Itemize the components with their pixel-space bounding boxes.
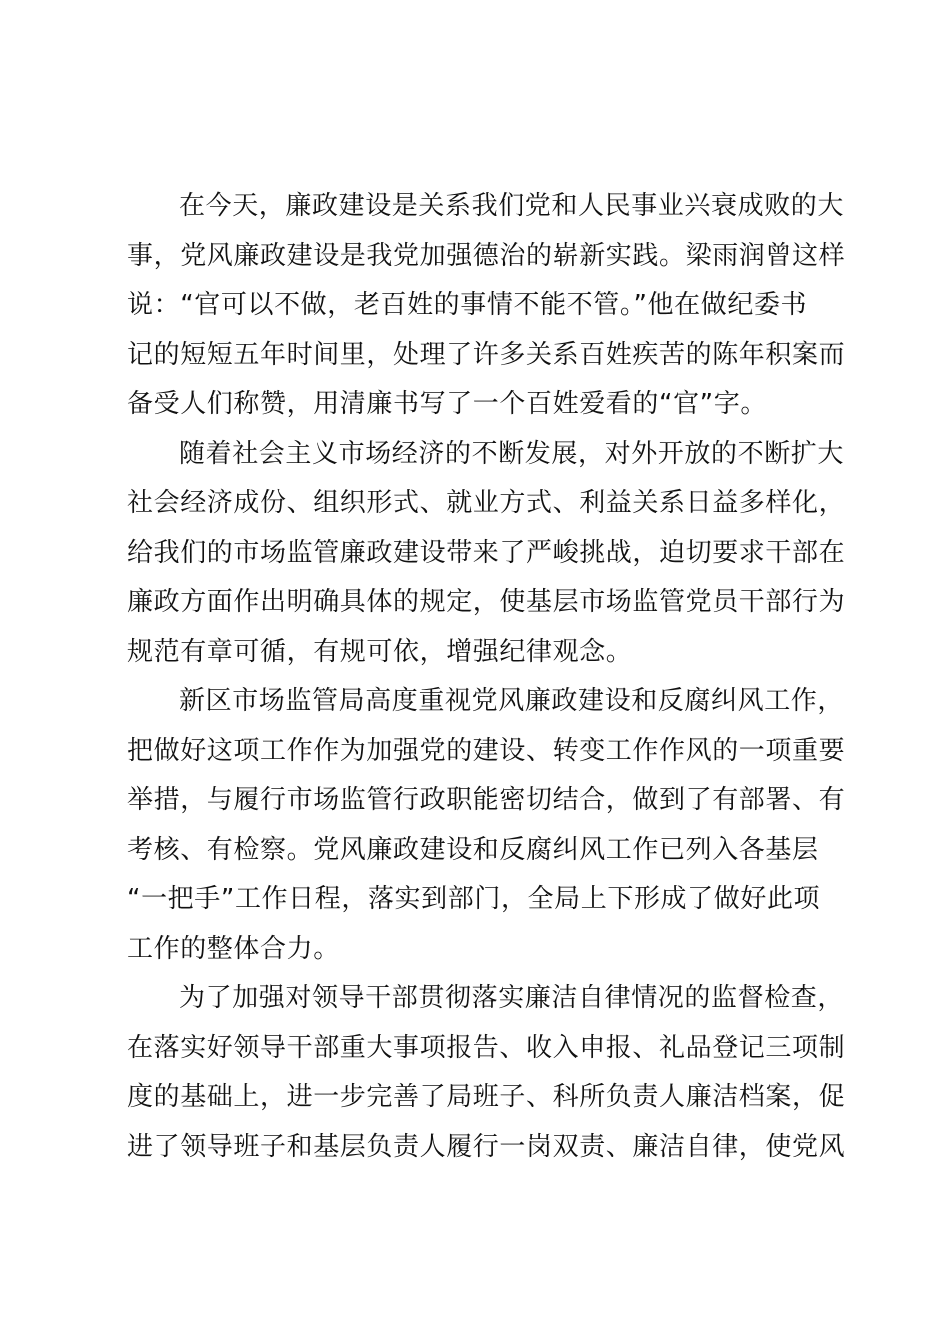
text-line: 考核、有检察。党风廉政建设和反腐纠风工作已列入各基层	[127, 834, 819, 865]
text-line: 在落实好领导干部重大事项报告、收入申报、礼品登记三项制	[127, 1032, 846, 1063]
text-line: 举措，与履行市场监管行政职能密切结合，做到了有部署、有	[127, 785, 846, 815]
text-line: 记的短短五年时间里，处理了许多关系百姓疾苦的陈年积案而	[127, 339, 846, 370]
paragraph	[127, 974, 846, 1172]
paragraph	[127, 182, 846, 430]
text-line: 说：“官可以不做，老百姓的事情不能不管。”他在做纪委书	[127, 290, 808, 320]
text-line: 备受人们称赞，用清廉书写了一个百姓爱看的“官”字。	[127, 389, 767, 419]
text-line: 廉政方面作出明确具体的规定，使基层市场监管党员干部行为	[127, 587, 846, 617]
text-line: 事，党风廉政建设是我党加强德治的崭新实践。梁雨润曾这样	[127, 240, 846, 271]
text-line: 把做好这项工作作为加强党的建设、转变工作作风的一项重要	[127, 735, 846, 766]
document-body	[127, 182, 846, 1172]
text-line: 进了领导班子和基层负责人履行一岗双责、廉洁自律，使党风	[127, 1131, 846, 1162]
text-line: 新区市场监管局高度重视党风廉政建设和反腐纠风工作，	[179, 686, 845, 716]
text-line: 度的基础上，进一步完善了局班子、科所负责人廉洁档案，促	[127, 1082, 846, 1112]
paragraph	[127, 677, 846, 974]
text-line: 随着社会主义市场经济的不断发展，对外开放的不断扩大	[179, 438, 845, 469]
text-line: 规范有章可循，有规可依，增强纪律观念。	[127, 636, 633, 667]
text-line: 为了加强对领导干部贯彻落实廉洁自律情况的监督检查，	[179, 983, 845, 1013]
text-line: 社会经济成份、组织形式、就业方式、利益关系日益多样化，	[127, 488, 846, 518]
text-line: 工作的整体合力。	[127, 933, 340, 964]
text-line: 在今天，廉政建设是关系我们党和人民事业兴衰成败的大	[179, 191, 845, 221]
text-line: 给我们的市场监管廉政建设带来了严峻挑战，迫切要求干部在	[127, 537, 846, 568]
text-line: “一把手”工作日程，落实到部门，全局上下形成了做好此项	[127, 884, 821, 914]
paragraph	[127, 430, 846, 678]
